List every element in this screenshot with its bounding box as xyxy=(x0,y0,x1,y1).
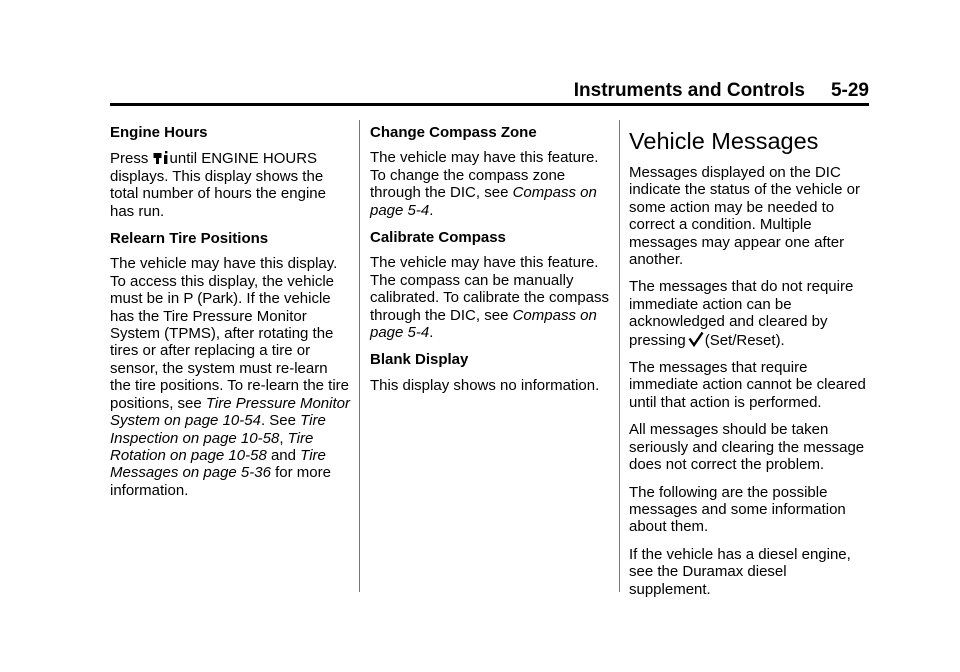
column-divider-left xyxy=(359,120,360,592)
calibrate-text: The vehicle may have this feature. The compass can be manually calibrated. To calibrate the compass through the DIC, see Compass on page 5-4. xyxy=(370,254,610,342)
column-right xyxy=(629,124,869,608)
ref-tpms[interactable]: Tire Pressure Monitor System on page 10-54 xyxy=(110,394,350,430)
column-middle xyxy=(370,124,610,404)
page-header xyxy=(110,80,869,102)
ref-compass-1[interactable]: Compass on page 5-4 xyxy=(370,184,597,219)
blank-display-text: This display shows no information. xyxy=(370,376,600,394)
ref-compass-2[interactable]: Compass on page 5-4 xyxy=(370,306,597,342)
change-zone-heading: Change Compass Zone xyxy=(370,124,537,141)
relearn-heading: Relearn Tire Positions xyxy=(110,230,269,248)
relearn-text: The vehicle may have this display. To access this display, the vehicle must be in P (Park). If the vehicle has the Tire Pressure Monitor System (TPMS), after rotating the tires or after replacing a tire or sensor, the system must re-learn the tire positions. To re-learn the tire positions, see Tire Pressure Monitor System on page 10-54. See Tire Inspection on page 10-58, Tire Rotation on page 10-58 and Tire Messages on page 5-36 for more information. xyxy=(110,255,350,499)
section-title: Instruments and Controls xyxy=(573,80,805,101)
column-left xyxy=(110,124,352,509)
ref-tire-inspection[interactable]: Tire Inspection on page 10-58 xyxy=(110,412,326,447)
messages-paragraph-1: Messages displayed on the DIC indicate the status of the vehicle or some action may be needed to correct a condition. Multiple messages may appear one after another. xyxy=(629,164,860,269)
checkmark-icon xyxy=(688,331,704,347)
blank-display-heading: Blank Display xyxy=(370,351,469,369)
messages-paragraph-5: The following are the possible messages and some information about them. xyxy=(629,483,846,536)
ref-tire-rotation[interactable]: Tire Rotation on page 10-58 xyxy=(110,429,314,464)
engine-hours-heading: Engine Hours xyxy=(110,124,208,141)
messages-paragraph-2: The messages that do not require immediate action can be acknowledged and cleared by pressing (Set/Reset). xyxy=(629,278,854,349)
ref-tire-messages[interactable]: Tire Messages on page 5-36 xyxy=(110,446,326,482)
messages-paragraph-6: If the vehicle has a diesel engine, see the Duramax diesel supplement. xyxy=(629,545,851,598)
engine-hours-text: Press until ENGINE HOURS displays. This display shows the total number of hours the engine has run. xyxy=(110,150,326,220)
change-zone-text: The vehicle may have this feature. To change the compass zone through the DIC, see Compass on page 5-4. xyxy=(370,149,599,219)
messages-paragraph-3: The messages that require immediate action cannot be cleared until that action is performed. xyxy=(629,359,866,411)
section-heading: Vehicle Messages xyxy=(629,128,819,154)
header-rule xyxy=(110,103,869,106)
vehicle-info-icon xyxy=(153,149,169,165)
calibrate-heading: Calibrate Compass xyxy=(370,229,506,247)
column-divider-right xyxy=(619,120,620,592)
messages-paragraph-4: All messages should be taken seriously and clearing the message does not correct the problem. xyxy=(629,421,865,474)
page-number: 5-29 xyxy=(830,80,869,101)
